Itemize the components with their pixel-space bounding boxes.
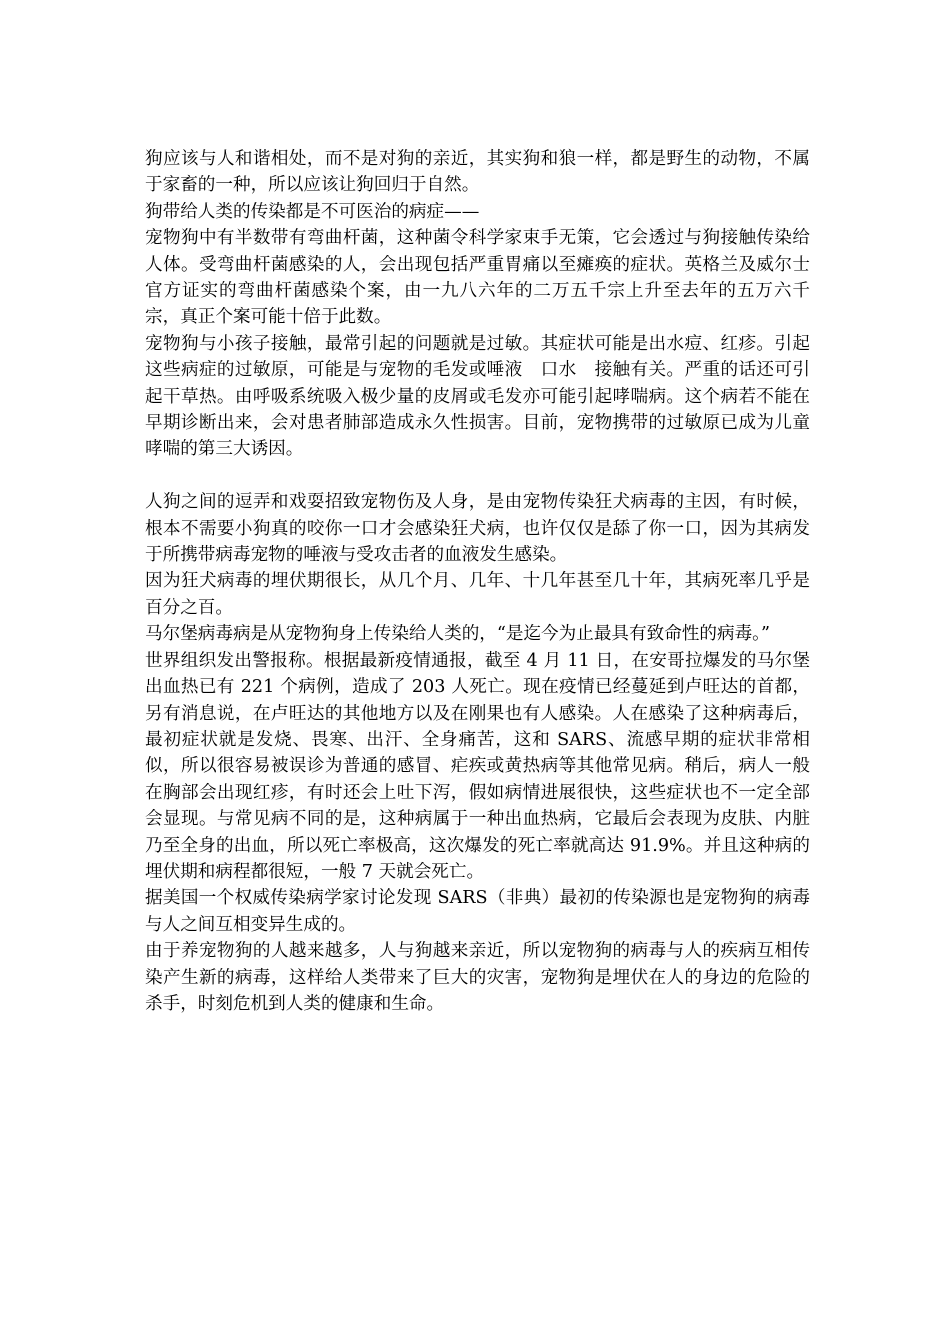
paragraph: 宠物狗与小孩子接触，最常引起的问题就是过敏。其症状可能是出水痘、红疹。引起这些病症的过敏原，可能是与宠物的毛发或唾液 口水 接触有关。严重的话还可引起干草热。由呼吸系统吸入极少量的皮屑或毛发亦可能引起哮喘病。这个病若不能在早期诊断出来，会对患者肺部造成永久性损害。目前，宠物携带的过敏原已成为儿童哮喘的第三大诱因。: [145, 333, 810, 460]
paragraph: 马尔堡病毒病是从宠物狗身上传染给人类的，“是迄今为止最具有致命性的病毒。”: [145, 624, 770, 645]
paragraph: 世界组织发出警报称。根据最新疫情通报，截至 4 月 11 日，在安哥拉爆发的马尔堡出血热已有 221 个病例，造成了 203 人死亡。现在疫情已经蔓延到卢旺达的首都，另有消息说，在卢旺达的其他地方以及在刚果也有人感染。人在感染了这种病毒后，最初症状就是发烧、畏寒、出汗、全身痛苦，这和 SARS、流感早期的症状非常相似，所以很容易被误诊为普通的感冒、疟疾或黄热病等其他常见病。稍后，病人一般在胸部会出现红疹，有时还会上吐下泻，假如病情进展很快，这些症状也不一定全部会显现。与常见病不同的是，这种病属于一种出血热病，它最后会表现为皮肤、内脏乃至全身的出血，所以死亡率极高，这次爆发的死亡率就高达 91.9%。并且这种病的埋伏期和病程都很短，一般 7 天就会死亡。: [145, 650, 810, 882]
document-body: [145, 146, 810, 1017]
paragraph-spacer: [145, 463, 810, 489]
paragraph: 宠物狗中有半数带有弯曲杆菌，这种菌令科学家束手无策，它会透过与狗接触传染给人体。受弯曲杆菌感染的人，会出现包括严重胃痛以至瘫痪的症状。英格兰及威尔士官方证实的弯曲杆菌感染个案，由一九八六年的二万五千宗上升至去年的五万六千宗，真正个案可能十倍于此数。: [145, 228, 810, 328]
paragraph: 人狗之间的逗弄和戏耍招致宠物伤及人身，是由宠物传染狂犬病毒的主因，有时候，根本不需要小狗真的咬你一口才会感染狂犬病，也许仅仅是舔了你一口，因为其病发于所携带病毒宠物的唾液与受攻击者的血液发生感染。: [145, 492, 810, 566]
paragraph: 狗带给人类的传染都是不可医治的病症——: [145, 201, 480, 222]
paragraph: 由于养宠物狗的人越来越多，人与狗越来亲近，所以宠物狗的病毒与人的疾病互相传染产生新的病毒，这样给人类带来了巨大的灾害，宠物狗是埋伏在人的身边的危险的杀手，时刻危机到人类的健康和生命。: [145, 941, 810, 1014]
paragraph: 因为狂犬病毒的埋伏期很长，从几个月、几年、十几年甚至几十年，其病死率几乎是百分之百。: [145, 571, 810, 618]
paragraph: 狗应该与人和谐相处，而不是对狗的亲近，其实狗和狼一样，都是野生的动物，不属于家畜的一种，所以应该让狗回归于自然。: [145, 149, 810, 196]
paragraph: 据美国一个权威传染病学家讨论发现 SARS（非典）最初的传染源也是宠物狗的病毒与人之间互相变异生成的。: [145, 888, 810, 935]
